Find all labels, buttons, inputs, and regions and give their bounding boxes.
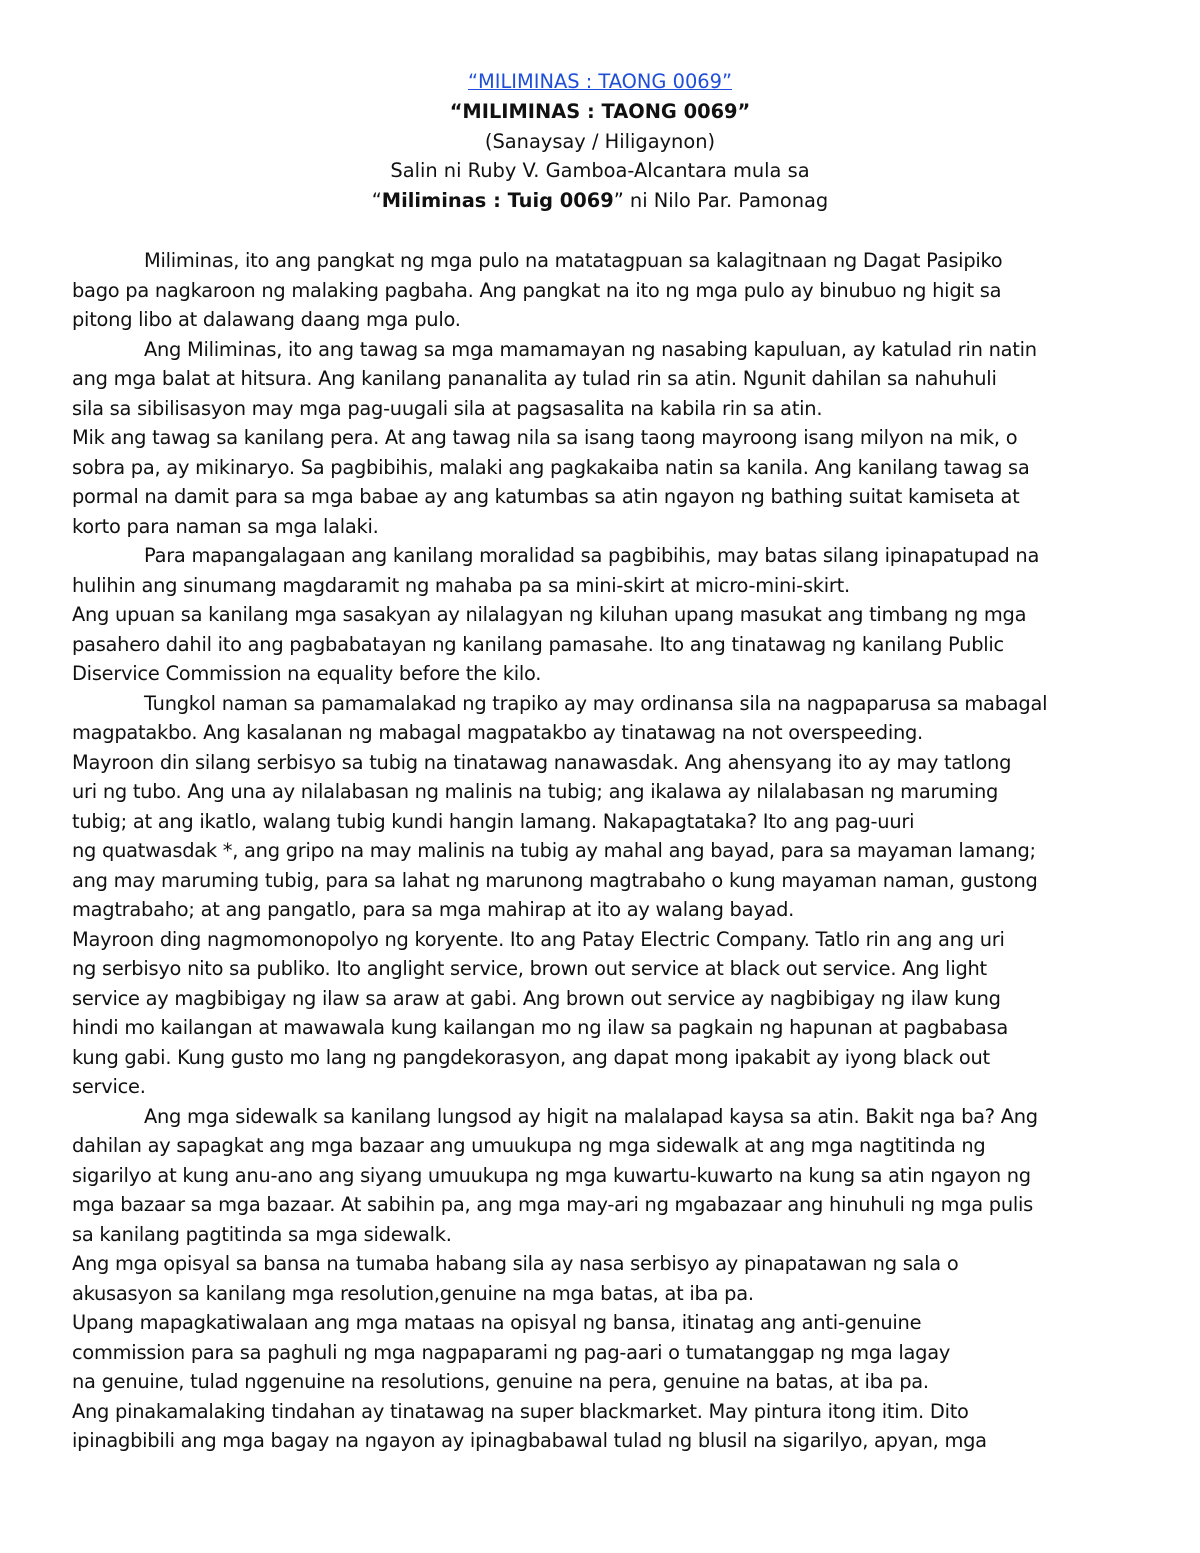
text-line: ng quatwasdak *, ang gripo na may malinis na tubig ay mahal ang bayad, para sa mayaman lamang;	[72, 839, 1036, 862]
text-line: pasahero dahil ito ang pagbabatayan ng kanilang pamasahe. Ito ang tinatawag ng kanilang Public	[72, 632, 1004, 656]
text-line: hulihin ang sinumang magdaramit ng mahaba pa sa mini-skirt at micro-mini-skirt.	[72, 573, 850, 597]
text-line: Ang pinakamalaking tindahan ay tinatawag na super blackmarket. May pintura itong itim. Dito	[72, 1399, 969, 1423]
text-line: Ang Miliminas, ito ang tawag sa mga mamamayan ng nasabing kapuluan, ay katulad rin natin	[144, 337, 1037, 361]
text-line: sigarilyo at kung anu-ano ang siyang umuukupa ng mga kuwartu-kuwarto na kung sa atin ngayon ng	[72, 1163, 1031, 1187]
translator-line: Salin ni Ruby V. Gamboa-Alcantara mula sa	[390, 159, 810, 182]
text-line: dahilan ay sapagkat ang mga bazaar ang umuukupa ng mga sidewalk at ang mga nagtitinda ng	[72, 1134, 986, 1157]
source-line: “Miliminas : Tuig 0069” ni Nilo Par. Pamonag	[371, 188, 829, 212]
text-line: Upang mapagkatiwalaan ang mga mataas na opisyal ng bansa, itinatag ang anti-genuine	[72, 1311, 922, 1334]
text-line: ang may maruming tubig, para sa lahat ng marunong magtrabaho o kung mayaman naman, gustong	[72, 868, 1038, 892]
text-line: akusasyon sa kanilang mga resolution,genuine na mga batas, at iba pa.	[72, 1281, 754, 1305]
text-line: Mayroon ding nagmomonopolyo ng koryente. Ito ang Patay Electric Company. Tatlo rin ang ang uri	[72, 927, 1005, 951]
text-line: Ang upuan sa kanilang mga sasakyan ay nilalagyan ng kiluhan upang masukat ang timbang ng mga	[72, 603, 1027, 626]
document-header	[0, 97, 1200, 215]
text-line: sa kanilang pagtitinda sa mga sidewalk.	[72, 1222, 452, 1246]
essay-body	[72, 246, 1134, 1456]
text-line: pormal na damit para sa mga babae ay ang katumbas sa atin ngayon ng bathing suitat kamiseta at	[72, 485, 1020, 508]
source-title: Miliminas : Tuig 0069	[381, 188, 614, 212]
text-line: Para mapangalagaan ang kanilang moralidad sa pagbibihis, may batas silang ipinapatupad na	[144, 544, 1040, 567]
text-line: mga bazaar sa mga bazaar. At sabihin pa, ang mga may-ari ng mgabazaar ang hinuhuli ng mga pulis	[72, 1193, 1034, 1216]
text-line: Ang mga sidewalk sa kanilang lungsod ay higit na malalapad kaysa sa atin. Bakit nga ba? Ang	[144, 1104, 1038, 1128]
text-line: pitong libo at dalawang daang mga pulo.	[72, 308, 461, 331]
text-line: korto para naman sa mga lalaki.	[72, 514, 379, 538]
text-line: ng serbisyo nito sa publiko. Ito anglight service, brown out service at black out service. Ang light	[72, 957, 987, 980]
text-line: Diservice Commission na equality before the kilo.	[72, 662, 542, 685]
title-link[interactable]: “MILIMINAS : TAONG 0069”	[467, 70, 733, 93]
text-line: sila sa sibilisasyon may mga pag-uugali sila at pagsasalita na kabila rin sa atin.	[72, 396, 823, 420]
text-line: Miliminas, ito ang pangkat ng mga pulo na matatagpuan sa kalagitnaan ng Dagat Pasipiko	[144, 249, 1003, 272]
genre-line: (Sanaysay / Hiligaynon)	[484, 129, 716, 153]
text-line: hindi mo kailangan at mawawala kung kailangan mo ng ilaw sa pagkain ng hapunan at pagbabasa	[72, 1016, 1009, 1039]
text-line: commission para sa paghuli ng mga nagpaparami ng pag-aari o tumatanggap ng mga lagay	[72, 1340, 951, 1364]
text-line: Mik ang tawag sa kanilang pera. At ang tawag nila sa isang taong mayroong isang milyon na mik, o	[72, 426, 1018, 449]
text-line: bago pa nagkaroon ng malaking pagbaha. Ang pangkat na ito ng mga pulo ay binubuo ng higit sa	[72, 278, 1002, 302]
text-line: ang mga balat at hitsura. Ang kanilang pananalita ay tulad rin sa atin. Ngunit dahilan sa nahuhuli	[72, 367, 997, 390]
text-line: Tungkol naman sa pamamalakad ng trapiko ay may ordinansa sila na nagpaparusa sa mabagal	[144, 691, 1048, 715]
text-line: service.	[72, 1075, 146, 1098]
text-line: sobra pa, ay mikinaryo. Sa pagbibihis, malaki ang pagkakaiba natin sa kanila. Ang kanilang tawag sa	[72, 455, 1030, 479]
text-line: magtrabaho; at ang pangatlo, para sa mga mahirap at ito ay walang bayad.	[72, 898, 795, 921]
text-line: magpatakbo. Ang kasalanan ng mabagal magpatakbo ay tinatawag na not overspeeding.	[72, 721, 923, 744]
text-line: uri ng tubo. Ang una ay nilalabasan ng malinis na tubig; ang ikalawa ay nilalabasan ng maruming	[72, 780, 999, 803]
text-line: Ang mga opisyal sa bansa na tumaba habang sila ay nasa serbisyo ay pinapatawan ng sala o	[72, 1252, 959, 1275]
text-line: ipinagbibili ang mga bagay na ngayon ay ipinagbabawal tulad ng blusil na sigarilyo, apyan, mga	[72, 1429, 987, 1452]
text-line: na genuine, tulad nggenuine na resolutions, genuine na pera, genuine na batas, at iba pa.	[72, 1370, 929, 1393]
text-line: tubig; at ang ikatlo, walang tubig kundi hangin lamang. Nakapagtataka? Ito ang pag-uuri	[72, 809, 915, 833]
text-line: kung gabi. Kung gusto mo lang ng pangdekorasyon, ang dapat mong ipakabit ay iyong black out	[72, 1045, 990, 1069]
document-title: “MILIMINAS : TAONG 0069”	[449, 100, 751, 123]
text-line: service ay magbibigay ng ilaw sa araw at gabi. Ang brown out service ay nagbibigay ng ilaw kung	[72, 986, 1001, 1010]
text-line: Mayroon din silang serbisyo sa tubig na tinatawag nanawasdak. Ang ahensyang ito ay may tatlong	[72, 750, 1012, 774]
